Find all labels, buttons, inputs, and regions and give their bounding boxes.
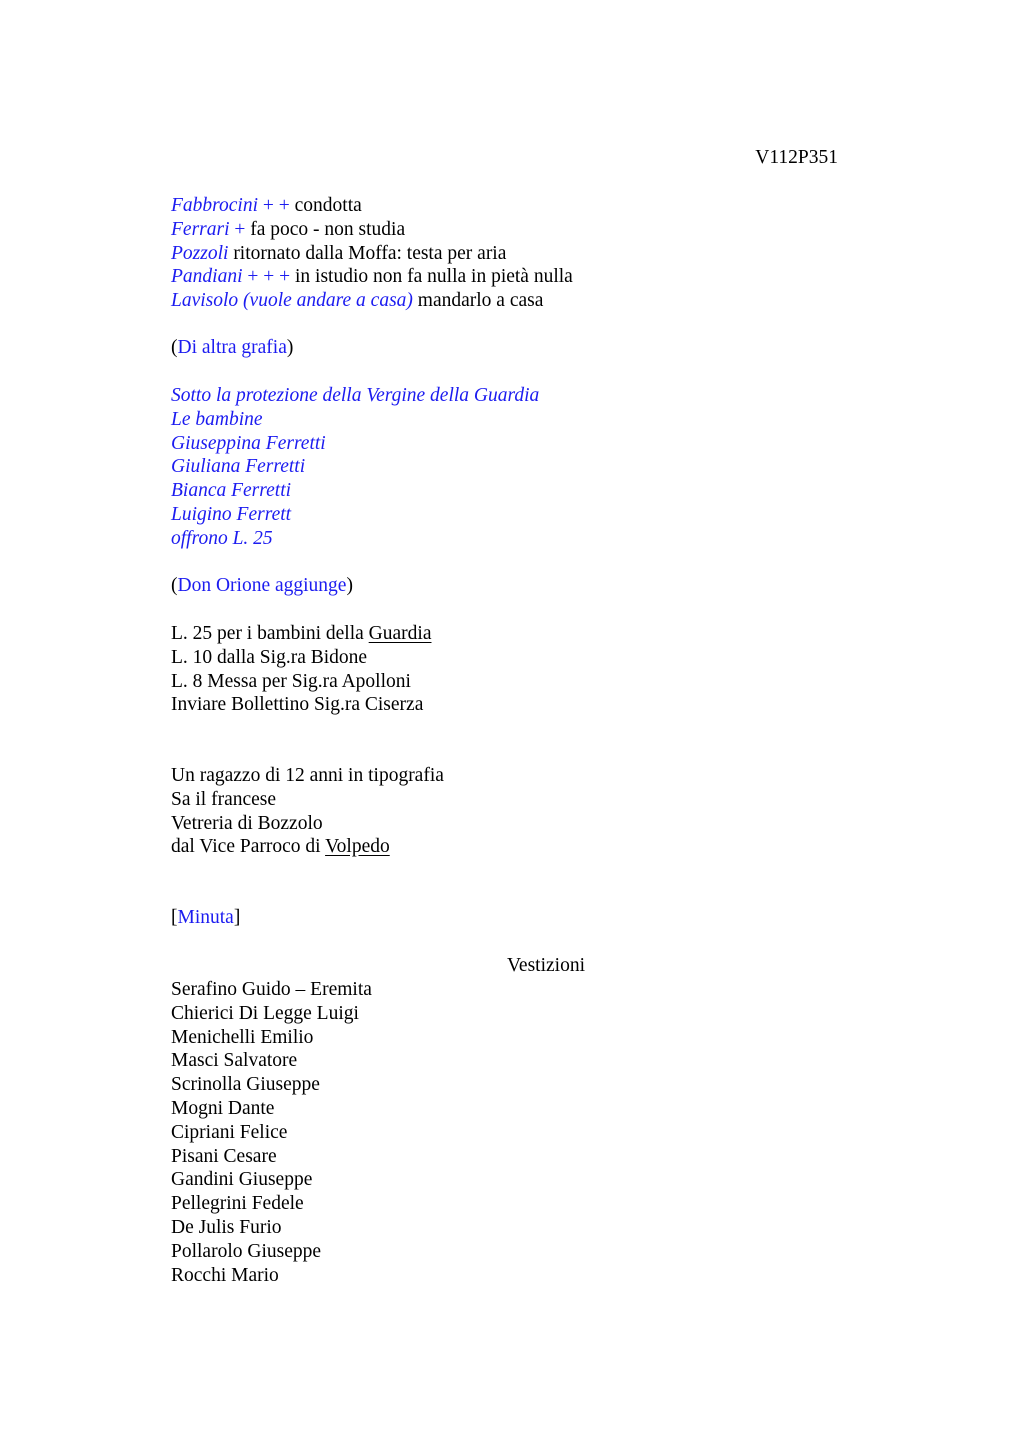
list-item: Scrinolla Giuseppe — [171, 1074, 320, 1096]
list-item: Gandini Giuseppe — [171, 1169, 313, 1191]
student-notes — [171, 194, 871, 313]
student-note: fa poco - non studia — [250, 218, 406, 240]
student-note: condotta — [294, 195, 362, 216]
list-item: Cipriani Felice — [171, 1121, 288, 1143]
amount-text: L. 25 per i bambini della — [171, 623, 369, 644]
student-line — [171, 242, 871, 266]
underlined-place: Guardia — [368, 623, 432, 644]
offering-line: Le bambine — [171, 408, 263, 430]
student-note: ritornato dalla Moffa: testa per aria — [233, 242, 507, 264]
list-item: De Julis Furio — [171, 1216, 282, 1238]
offering-line: Sotto la protezione della Vergine della Guardia — [171, 385, 540, 406]
amount-line: L. 8 Messa per Sig.ra Apolloni — [171, 670, 411, 692]
amounts-block — [171, 622, 871, 717]
bracket-close: ] — [233, 907, 241, 928]
offering-line: Bianca Ferretti — [171, 480, 292, 502]
orione-note — [171, 574, 871, 598]
student-line — [171, 289, 871, 313]
list-item: Menichelli Emilio — [171, 1026, 314, 1048]
offering-line: offrono L. 25 — [171, 527, 273, 549]
student-name: Lavisolo (vuole andare a casa) — [171, 290, 413, 312]
boy-line: Vetreria di Bozzolo — [171, 812, 323, 834]
student-marks: + + — [262, 195, 290, 216]
page-id: V112P351 — [755, 147, 838, 168]
list-item: Rocchi Mario — [171, 1264, 279, 1286]
boy-line: Un ragazzo di 12 anni in tipografia — [171, 765, 444, 786]
vestizioni-list — [171, 978, 871, 1287]
handwriting-note-text: Di altra grafia — [177, 337, 287, 358]
handwriting-note — [171, 336, 871, 360]
minuta-note — [171, 906, 871, 930]
minuta-text: Minuta — [177, 907, 234, 928]
offering-block — [171, 384, 871, 551]
orione-note-text: Don Orione aggiunge — [177, 575, 347, 596]
list-item: Pellegrini Fedele — [171, 1193, 304, 1215]
offering-line: Giuseppina Ferretti — [171, 432, 326, 454]
amount-line — [171, 622, 871, 646]
student-marks: + + + — [247, 266, 291, 288]
boy-line: Sa il francese — [171, 788, 277, 810]
bracket-open: [ — [171, 907, 178, 928]
list-item: Pisani Cesare — [171, 1145, 277, 1167]
paren-open: ( — [171, 337, 178, 358]
student-line — [171, 218, 871, 242]
student-marks: + — [234, 218, 246, 240]
student-note: in istudio non fa nulla in pietà nulla — [295, 266, 573, 288]
paren-open: ( — [171, 575, 178, 596]
underlined-place: Volpedo — [325, 836, 390, 858]
paren-close: ) — [286, 337, 294, 358]
student-name: Pozzoli — [171, 242, 229, 264]
amount-line: L. 10 dalla Sig.ra Bidone — [171, 646, 368, 668]
student-name: Fabbrocini — [171, 195, 259, 216]
boy-line — [171, 835, 871, 859]
list-item: Masci Salvatore — [171, 1050, 298, 1072]
student-note: mandarlo a casa — [417, 290, 544, 312]
list-item: Mogni Dante — [171, 1097, 275, 1119]
student-name: Ferrari — [171, 218, 230, 240]
boy-block — [171, 764, 871, 859]
list-item: Serafino Guido – Eremita — [171, 979, 372, 1000]
offering-line: Giuliana Ferretti — [171, 456, 306, 478]
vestizioni-title: Vestizioni — [507, 955, 585, 976]
paren-close: ) — [346, 575, 353, 596]
amount-line: Inviare Bollettino Sig.ra Ciserza — [171, 694, 424, 716]
student-name: Pandiani — [171, 266, 243, 288]
boy-text: dal Vice Parroco di — [171, 836, 326, 858]
list-item: Chierici Di Legge Luigi — [171, 1002, 359, 1024]
offering-line: Luigino Ferrett — [171, 503, 292, 525]
student-line — [171, 265, 871, 289]
student-line — [171, 194, 871, 218]
list-item: Pollarolo Giuseppe — [171, 1240, 322, 1262]
